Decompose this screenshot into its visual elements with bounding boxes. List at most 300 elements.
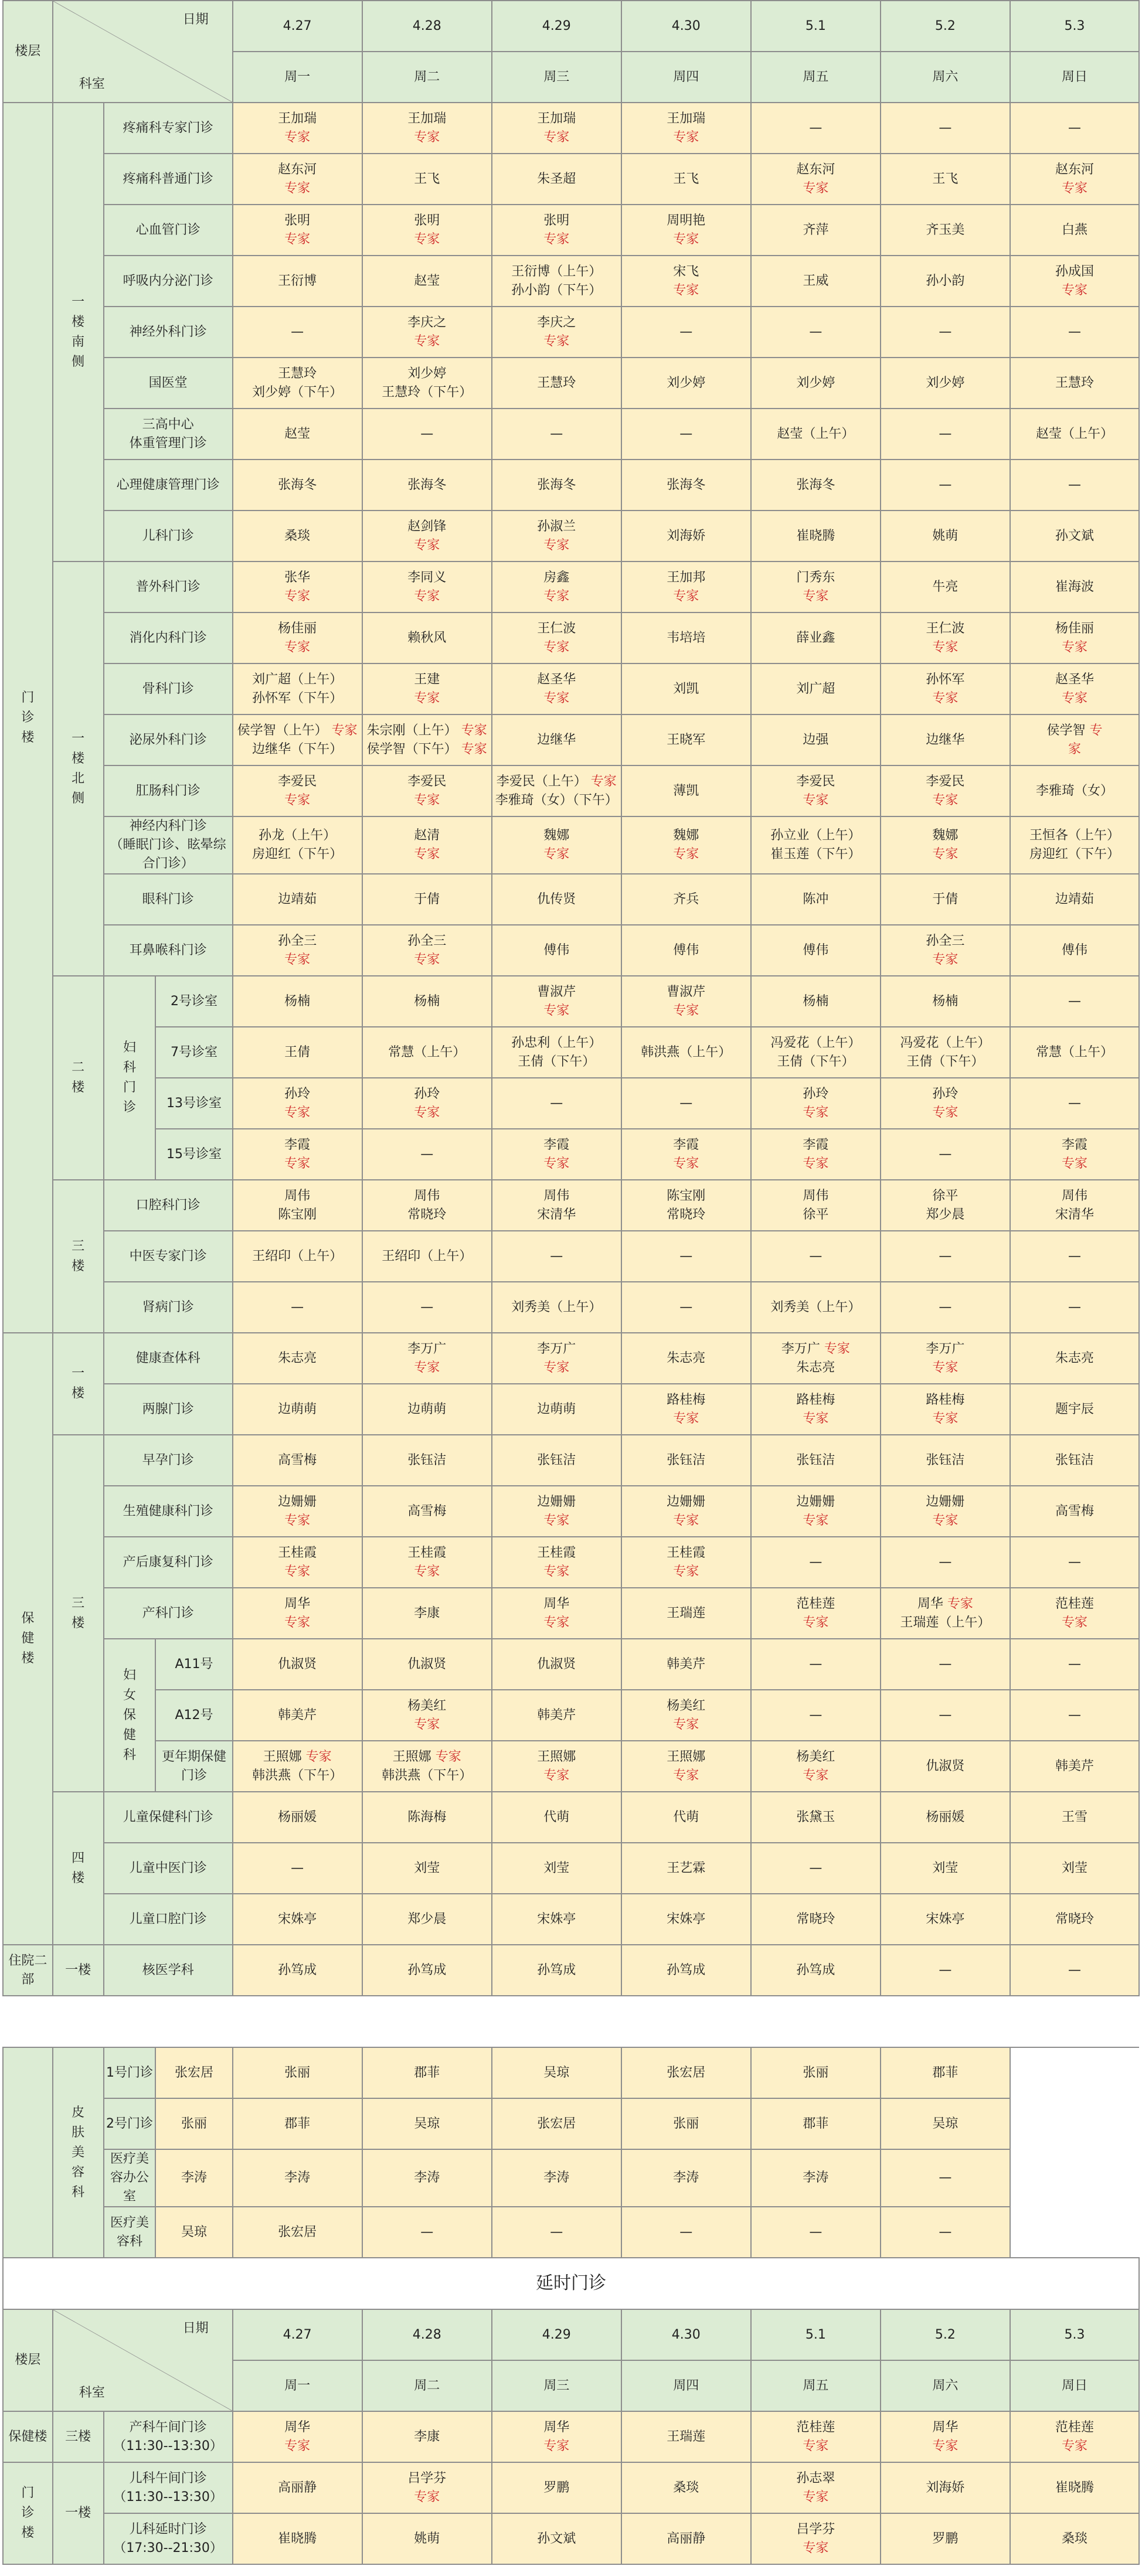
schedule-cell	[751, 1588, 881, 1639]
schedule-cell	[492, 1129, 621, 1180]
weekday-header	[362, 52, 492, 103]
expert-tag: 专家	[543, 1003, 570, 1018]
text-line: 郡菲	[414, 2065, 440, 2080]
text-line: 常晓玲	[407, 1207, 447, 1222]
schedule-cell	[621, 1435, 751, 1486]
schedule-cell	[233, 925, 362, 976]
expert-tag: 专家	[414, 792, 440, 808]
text-line: 于倩	[932, 891, 959, 907]
schedule-cell	[492, 2411, 621, 2462]
text-line: 13号诊室	[166, 1095, 222, 1111]
text-line: 王瑞莲（上午）	[900, 1615, 991, 1630]
text-line: 周日	[1061, 69, 1087, 84]
schedule-cell	[1010, 307, 1139, 358]
expert-tag: 专家	[543, 1513, 570, 1528]
expert-tag: 专家	[932, 1513, 959, 1528]
dept-cell	[104, 1588, 233, 1639]
text-line: —	[291, 1860, 304, 1876]
schedule-cell	[1010, 714, 1139, 765]
schedule-cell	[1010, 976, 1139, 1027]
schedule-cell	[233, 2098, 362, 2149]
schedule-cell	[362, 612, 492, 663]
text-line: —	[420, 1146, 434, 1162]
schedule-cell	[492, 562, 621, 612]
text-line: 周日	[1061, 2378, 1087, 2393]
text-line: 刘少婷	[667, 375, 706, 390]
table-row	[3, 562, 1139, 612]
table-row	[3, 816, 1139, 874]
schedule-cell	[492, 1894, 621, 1945]
schedule-cell	[621, 1129, 751, 1180]
text-line: 杨丽媛	[278, 1809, 317, 1825]
table-row	[3, 1639, 1139, 1690]
text-line: 张宏居	[537, 2116, 576, 2131]
text-line: 健康查体科	[135, 1350, 200, 1366]
text-line: 消化内科门诊	[129, 630, 207, 645]
expert-tag: 专家	[673, 1513, 699, 1528]
schedule-cell	[621, 1027, 751, 1078]
text-line: 刘少婷	[926, 375, 965, 390]
expert-tag: 专家	[414, 952, 440, 967]
schedule-cell	[492, 307, 621, 358]
schedule-cell	[362, 2047, 492, 2098]
text-line: 孙全三	[278, 933, 317, 948]
text-line: 李爱民	[407, 774, 447, 789]
expert-tag: 专家	[932, 639, 959, 655]
text-line: 杨丽媛	[926, 1809, 965, 1825]
building-cell	[3, 1945, 53, 1996]
schedule-cell	[1010, 154, 1139, 205]
text-line: 崔晓腾	[796, 528, 835, 543]
text-line: 保	[21, 1611, 35, 1626]
schedule-cell	[621, 1282, 751, 1333]
schedule-cell	[1010, 562, 1139, 612]
schedule-cell	[492, 460, 621, 511]
text-line: 赵莹（上午）	[777, 426, 855, 441]
expert-tag: 专家	[932, 792, 959, 808]
schedule-cell	[881, 1945, 1010, 1996]
text-line: 吴琼	[932, 2116, 959, 2131]
text-line: 高雪梅	[407, 1503, 447, 1519]
text-line: 王雪	[1061, 1809, 1087, 1825]
text-line: 陈宝刚	[278, 1207, 317, 1222]
expert-tag: 专家	[932, 690, 959, 706]
expert-tag: 专家	[543, 588, 570, 604]
text-line: 郑少晨	[407, 1911, 447, 1927]
text-line: 于倩	[414, 891, 440, 907]
schedule-cell	[492, 256, 621, 307]
schedule-cell	[362, 1333, 492, 1384]
text-line: （11:30--13:30）	[113, 2489, 223, 2504]
expert-tag: 专家	[414, 130, 440, 145]
text-line: 周五	[803, 69, 829, 84]
text-line: 崔玉莲（下午）	[770, 847, 861, 862]
schedule-cell	[1010, 1180, 1139, 1231]
text-line: —	[809, 2224, 822, 2240]
text-line: 周华	[543, 1596, 570, 1611]
text-line: —	[550, 1095, 563, 1111]
schedule-cell	[233, 1078, 362, 1129]
expert-tag: 专家	[803, 2438, 829, 2454]
schedule-cell	[492, 2098, 621, 2149]
text-line: 周四	[673, 2378, 699, 2393]
text-line: 孙笃成	[537, 1962, 576, 1978]
text-line: 姚萌	[414, 2531, 440, 2546]
text-line: 张钰洁	[407, 1452, 447, 1468]
expert-tag: 专家	[284, 1105, 311, 1120]
text-line: 李涛	[284, 2170, 311, 2185]
schedule-cell	[1010, 1231, 1139, 1282]
text-line: —	[939, 1299, 952, 1315]
text-line: 郡菲	[932, 2065, 959, 2080]
expert-tag: 专家	[1061, 2438, 1087, 2454]
schedule-cell	[751, 205, 881, 256]
schedule-cell	[621, 205, 751, 256]
table-row	[3, 1180, 1139, 1231]
schedule-cell	[233, 874, 362, 925]
schedule-cell	[362, 1384, 492, 1435]
schedule-cell	[751, 2149, 881, 2207]
text-line: 赵莹	[414, 273, 440, 288]
text-line: 4.27	[283, 2327, 312, 2342]
text-line: 楼层	[15, 44, 41, 59]
text-line: 仇传贤	[537, 891, 576, 907]
text-line: 杨美红	[796, 1749, 835, 1764]
dept-cell	[104, 1792, 233, 1843]
text-line: 刘海娇	[667, 528, 706, 543]
text-line: 早孕门诊	[142, 1452, 194, 1468]
expert-tag: 专家	[803, 792, 829, 808]
schedule-cell	[233, 976, 362, 1027]
text-line: —	[1068, 1656, 1081, 1672]
text-line: 李同义	[407, 570, 447, 585]
text-line: 朱宗刚（上午）	[366, 723, 457, 738]
text-line: —	[809, 1656, 822, 1672]
text-line: 杨楠	[284, 993, 311, 1009]
date-label: 日期	[182, 12, 209, 27]
text-line: 李涛	[803, 2170, 829, 2185]
text-line: 杨美红	[667, 1698, 706, 1713]
text-line: 楼	[21, 2526, 35, 2540]
text-line: 侯学智（下午）	[366, 741, 457, 757]
schedule-cell	[1010, 1384, 1139, 1435]
table-row	[3, 256, 1139, 307]
schedule-cell	[492, 1690, 621, 1741]
schedule-cell	[751, 1180, 881, 1231]
text-line: 王桂霞	[407, 1545, 447, 1560]
schedule-cell	[621, 1231, 751, 1282]
schedule-cell	[362, 103, 492, 154]
schedule-cell	[751, 1894, 881, 1945]
schedule-cell	[751, 1027, 881, 1078]
text-line: 王照娜	[537, 1749, 576, 1764]
schedule-cell	[621, 1180, 751, 1231]
schedule-cell	[233, 612, 362, 663]
schedule-cell	[233, 1843, 362, 1894]
schedule-cell	[233, 2047, 362, 2098]
text-line: —	[809, 1707, 822, 1723]
text-line: 7号诊室	[171, 1044, 217, 1060]
dept-cell	[104, 2513, 233, 2564]
schedule-cell	[1010, 460, 1139, 511]
schedule-cell	[1010, 2513, 1139, 2564]
text-line: —	[291, 324, 304, 339]
text-line: （11:30--13:30）	[113, 2438, 223, 2454]
expert-tag: 专	[1089, 723, 1103, 738]
schedule-cell	[362, 205, 492, 256]
text-line: 李庆之	[537, 315, 576, 330]
table-row	[3, 1945, 1139, 1996]
schedule-cell	[233, 1639, 362, 1690]
text-line: 陈冲	[803, 891, 829, 907]
schedule-cell	[1010, 1078, 1139, 1129]
banner-row	[3, 2258, 1139, 2309]
schedule-cell	[233, 2462, 362, 2513]
floor-cell	[53, 1945, 104, 1996]
schedule-cell	[233, 154, 362, 205]
expert-tag: 专家	[673, 1003, 699, 1018]
schedule-cell	[881, 154, 1010, 205]
expert-tag: 专家	[284, 1615, 311, 1630]
text-line: 产后康复科门诊	[123, 1554, 213, 1570]
spacer-row	[3, 1996, 1139, 2047]
text-line: 范桂莲	[1055, 1596, 1094, 1611]
schedule-cell	[621, 976, 751, 1027]
text-line: 孙玲	[414, 1086, 440, 1101]
text-line: 女	[123, 1687, 136, 1703]
schedule-cell	[492, 1384, 621, 1435]
table-row	[3, 154, 1139, 205]
text-line: 朱志亮	[1055, 1350, 1094, 1366]
schedule-cell	[362, 2098, 492, 2149]
schedule-cell	[1010, 2462, 1139, 2513]
text-line: 曹淑芹	[667, 984, 706, 999]
date-header	[621, 2309, 751, 2360]
table-row	[3, 1027, 1139, 1078]
text-line: —	[1068, 120, 1081, 135]
text-line: 王加瑞	[667, 111, 706, 126]
expert-tag: 专家	[284, 130, 311, 145]
schedule-cell	[362, 1537, 492, 1588]
text-line: 王桂霞	[667, 1545, 706, 1560]
text-line: 边萌萌	[407, 1401, 447, 1417]
text-line: 张海冬	[537, 477, 576, 492]
text-line: 四	[72, 1850, 85, 1866]
table-row	[3, 874, 1139, 925]
dept-cell	[104, 1894, 233, 1945]
schedule-cell	[621, 307, 751, 358]
expert-tag: 专家	[803, 2540, 829, 2555]
expert-tag: 专家	[543, 1615, 570, 1630]
text-line: 李万广	[781, 1341, 820, 1356]
text-line: 李万广	[407, 1341, 447, 1356]
table-row	[3, 925, 1139, 976]
schedule-cell	[233, 714, 362, 765]
text-line: 楼	[72, 1615, 85, 1631]
text-line: 刘秀美（上午）	[511, 1299, 602, 1315]
text-line: 薄凯	[673, 783, 699, 798]
schedule-cell	[362, 1690, 492, 1741]
schedule-cell	[1010, 409, 1139, 460]
schedule-cell	[1010, 1537, 1139, 1588]
text-line: 王绍印（上午）	[382, 1248, 473, 1264]
text-line: 周华	[284, 2420, 311, 2435]
text-line: 李爱民（上午）	[496, 774, 587, 789]
text-line: 一	[72, 731, 85, 746]
extended-row	[3, 2411, 1139, 2462]
weekday-header	[362, 2360, 492, 2411]
text-line: 宋清华	[537, 1207, 576, 1222]
dept-label: 科室	[79, 77, 105, 91]
schedule-cell	[1010, 612, 1139, 663]
extended-title: 延时门诊	[3, 2258, 1139, 2309]
table-row	[3, 2047, 1139, 2098]
expert-tag: 专家	[414, 232, 440, 247]
schedule-cell	[492, 2462, 621, 2513]
schedule-cell	[155, 2207, 232, 2258]
schedule-cell	[881, 663, 1010, 714]
text-line: 边萌萌	[278, 1401, 317, 1417]
text-line: 孙笃成	[278, 1962, 317, 1978]
schedule-cell	[362, 511, 492, 562]
dept-cell	[104, 1435, 233, 1486]
text-line: 周华	[543, 2420, 570, 2435]
schedule-cell	[492, 2207, 621, 2258]
text-line: 韩洪燕（下午）	[382, 1768, 473, 1783]
schedule-cell	[751, 714, 881, 765]
schedule-cell	[362, 2513, 492, 2564]
text-line: 边姗姗	[278, 1494, 317, 1509]
text-line: 边继华	[537, 732, 576, 747]
schedule-cell	[621, 1078, 751, 1129]
text-line: 常晓玲	[796, 1911, 835, 1927]
text-line: 孙龙（上午）	[259, 828, 337, 843]
text-line: 王衍博（上午）	[511, 264, 602, 279]
text-line: 侯学智	[1046, 723, 1086, 738]
schedule-cell	[1010, 1027, 1139, 1078]
schedule-cell	[362, 409, 492, 460]
expert-tag: 专家	[803, 1513, 829, 1528]
schedule-cell	[492, 1537, 621, 1588]
text-line: 周华	[917, 1596, 943, 1611]
schedule-cell	[751, 1537, 881, 1588]
expert-tag: 专家	[824, 1341, 850, 1356]
text-line: 朱圣超	[537, 171, 576, 186]
text-line: 赵莹（上午）	[1035, 426, 1113, 441]
schedule-cell	[751, 816, 881, 874]
text-line: 赵东河	[278, 162, 317, 177]
dept-cell	[104, 1384, 233, 1435]
schedule-cell	[751, 1231, 881, 1282]
text-line: 2号诊室	[171, 993, 217, 1009]
extended-row	[3, 2513, 1139, 2564]
date-header	[1010, 1, 1139, 52]
text-line: 范桂莲	[796, 2420, 835, 2435]
schedule-cell	[362, 816, 492, 874]
text-line: 李爱民	[278, 774, 317, 789]
text-line: 边萌萌	[537, 1401, 576, 1417]
table-row	[3, 460, 1139, 511]
schedule-cell	[233, 2411, 362, 2462]
schedule-cell	[751, 612, 881, 663]
text-line: —	[809, 1248, 822, 1264]
expert-tag: 专家	[543, 2438, 570, 2454]
text-line: —	[550, 1248, 563, 1264]
schedule-cell	[881, 1537, 1010, 1588]
group-cell	[53, 2047, 104, 2258]
schedule-cell	[492, 1078, 621, 1129]
text-line: 一楼	[65, 2506, 91, 2520]
text-line: 孙成国	[1055, 264, 1094, 279]
schedule-cell	[233, 1282, 362, 1333]
text-line: 魏娜	[543, 828, 570, 843]
text-line: 王瑞莲	[667, 1605, 706, 1621]
schedule-cell	[233, 1690, 362, 1741]
text-line: 楼	[72, 751, 85, 766]
text-line: 产科午间门诊	[129, 2420, 207, 2435]
text-line: 门	[21, 690, 35, 705]
text-line: 科	[123, 1747, 136, 1762]
floor-cell	[53, 976, 104, 1180]
dept-cell	[104, 154, 233, 205]
schedule-cell	[621, 1792, 751, 1843]
text-line: —	[679, 1095, 693, 1111]
text-line: 1号门诊	[106, 2065, 153, 2080]
text-line: 5.2	[934, 2327, 956, 2342]
schedule-cell	[233, 562, 362, 612]
date-header	[362, 1, 492, 52]
schedule-cell	[362, 1792, 492, 1843]
text-line: 张海冬	[278, 477, 317, 492]
text-line: 王倩（下午）	[518, 1054, 596, 1069]
text-line: 李康	[414, 2429, 440, 2444]
schedule-cell	[751, 1486, 881, 1537]
text-line: 李爱民	[926, 774, 965, 789]
schedule-cell	[621, 358, 751, 409]
schedule-cell	[492, 1945, 621, 1996]
text-line: —	[939, 120, 952, 135]
text-line: 边靖茹	[278, 891, 317, 907]
schedule-cell	[621, 925, 751, 976]
table-row	[3, 2149, 1139, 2207]
expert-tag: 专家	[932, 847, 959, 862]
text-line: 周伟	[803, 1188, 829, 1203]
schedule-cell	[1010, 511, 1139, 562]
schedule-cell	[881, 1333, 1010, 1384]
schedule-cell	[492, 765, 621, 816]
table-row	[3, 1486, 1139, 1537]
schedule-cell	[881, 1180, 1010, 1231]
table-row	[3, 1282, 1139, 1333]
expert-tag: 专家	[803, 1156, 829, 1171]
dept-cell	[104, 1231, 233, 1282]
text-line: 王加瑞	[278, 111, 317, 126]
text-line: —	[939, 1707, 952, 1723]
text-line: 郑少晨	[926, 1207, 965, 1222]
schedule-cell	[233, 1792, 362, 1843]
schedule-cell	[362, 1741, 492, 1792]
schedule-cell	[751, 1435, 881, 1486]
schedule-cell	[492, 1792, 621, 1843]
schedule-cell	[492, 1486, 621, 1537]
building-cell	[3, 2411, 53, 2462]
text-line: 周二	[414, 69, 440, 84]
text-line: 三高中心	[142, 417, 194, 432]
text-line: 科	[123, 1060, 136, 1075]
text-line: 陈宝刚	[667, 1188, 706, 1203]
schedule-cell	[492, 2047, 621, 2098]
schedule-cell	[1010, 874, 1139, 925]
